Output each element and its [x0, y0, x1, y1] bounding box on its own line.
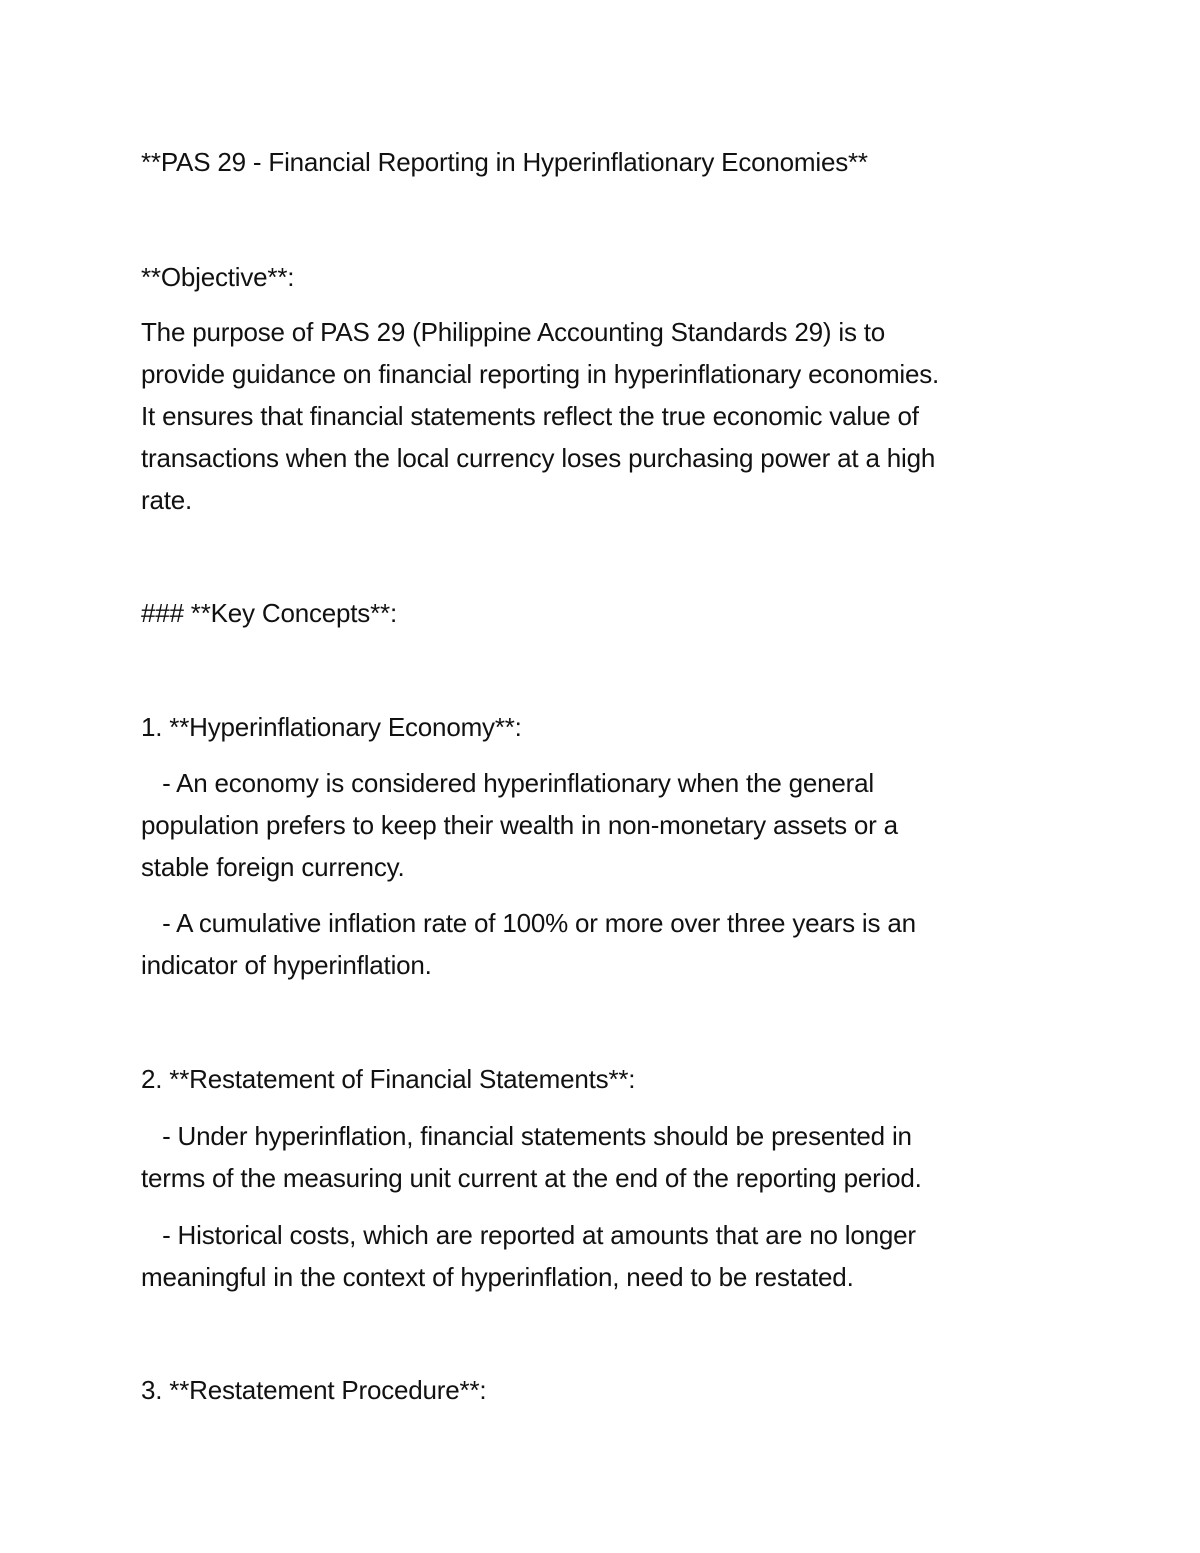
concept-1-bullet-2-line-1: - A cumulative inflation rate of 100% or more over three years is an — [141, 908, 916, 938]
concept-1-bullet-1-line-3: stable foreign currency. — [141, 852, 405, 882]
concept-2-bullet-2-line-2: meaningful in the context of hyperinflation, need to be restated. — [141, 1262, 854, 1292]
concept-2-bullet-1-line-2: terms of the measuring unit current at the end of the reporting period. — [141, 1163, 922, 1193]
concept-2-bullet-2-line-1: - Historical costs, which are reported at amounts that are no longer — [141, 1220, 916, 1250]
objective-text-line-2: provide guidance on financial reporting in hyperinflationary economies. — [141, 359, 940, 389]
objective-text-line-4: transactions when the local currency loses purchasing power at a high — [141, 443, 936, 473]
document-title: **PAS 29 - Financial Reporting in Hyperinflationary Economies** — [141, 147, 868, 177]
objective-text-line-5: rate. — [141, 485, 193, 515]
concept-2-heading: 2. **Restatement of Financial Statements**: — [141, 1064, 636, 1094]
key-concepts-heading: ### **Key Concepts**: — [141, 598, 397, 628]
concept-1-heading: 1. **Hyperinflationary Economy**: — [141, 712, 522, 742]
concept-2-bullet-1-line-1: - Under hyperinflation, financial statements should be presented in — [141, 1121, 912, 1151]
concept-1-bullet-2-line-2: indicator of hyperinflation. — [141, 950, 432, 980]
concept-3-heading: 3. **Restatement Procedure**: — [141, 1375, 487, 1405]
objective-text-line-1: The purpose of PAS 29 (Philippine Accounting Standards 29) is to — [141, 317, 886, 347]
concept-1-bullet-1-line-2: population prefers to keep their wealth in non-monetary assets or a — [141, 810, 898, 840]
objective-heading: **Objective**: — [141, 262, 295, 292]
concept-1-bullet-1-line-1: - An economy is considered hyperinflationary when the general — [141, 768, 874, 798]
objective-text-line-3: It ensures that financial statements reflect the true economic value of — [141, 401, 919, 431]
